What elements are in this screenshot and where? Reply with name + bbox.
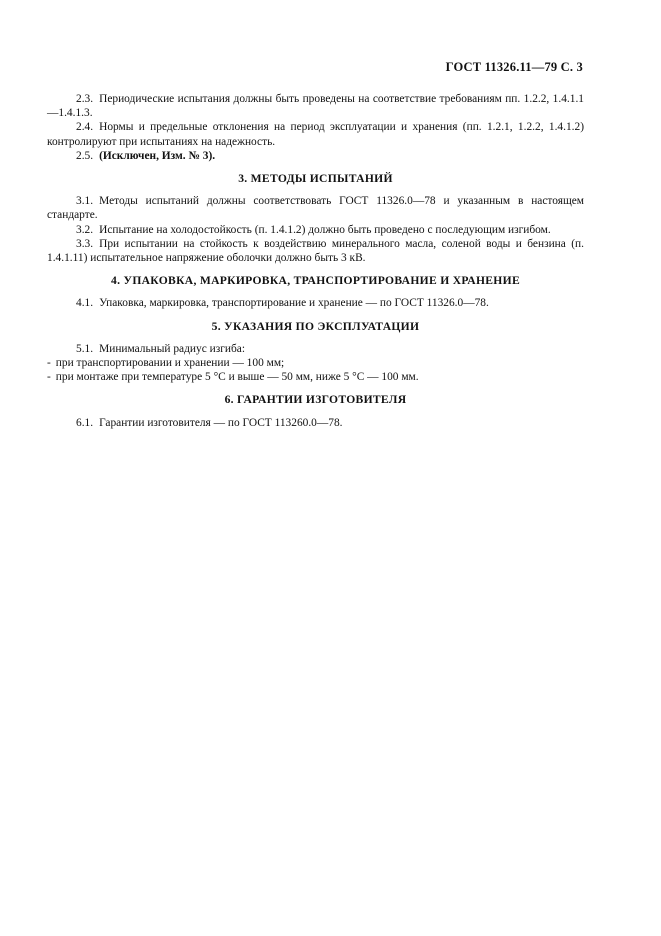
paragraph-6-1 [47,416,584,430]
list-dash: - [47,371,51,384]
section-heading-6: 6. ГАРАНТИИ ИЗГОТОВИТЕЛЯ [224,393,407,407]
paragraph-3-3 [47,237,584,265]
paragraph-4-1 [47,296,584,310]
list-item-text: при монтаже при температуре 5 °С и выше — 50 мм, ниже 5 °С — 100 мм. [55,371,419,384]
paragraph-number: 5.1. [76,342,94,355]
section-heading-4: 4. УПАКОВКА, МАРКИРОВКА, ТРАНСПОРТИРОВАНИЕ И ХРАНЕНИЕ [111,274,520,288]
paragraph-text: Гарантии изготовителя — по ГОСТ 113260.0—78. [99,416,343,429]
paragraph-2-5 [47,149,584,163]
paragraph-number: 2.5. [76,149,94,162]
paragraph-text: (Исключен, Изм. № 3). [99,149,216,162]
paragraph-text: Периодические испытания должны быть проведены на соответствие требованиям пп. 1.2.2, 1.4.1.1—1.4.1.3. [47,93,584,120]
paragraph-number: 4.1. [76,297,94,310]
paragraph-number: 6.1. [76,416,94,429]
paragraph-3-2 [47,223,584,237]
paragraph-3-1 [47,194,584,222]
paragraph-text: Методы испытаний должны соответствовать ГОСТ 11326.0—78 и указанным в настоящем стандарте. [47,195,584,222]
list-item [47,356,584,370]
document-body [47,92,584,430]
section-heading-3: 3. МЕТОДЫ ИСПЫТАНИЙ [238,172,393,186]
paragraph-text: Нормы и предельные отклонения на период эксплуатации и хранения (пп. 1.2.1, 1.2.2, 1.4.1.2) контролируют при испытаниях на надежность. [47,121,584,148]
paragraph-2-4 [47,120,584,148]
paragraph-number: 2.3. [76,93,94,105]
page-header: ГОСТ 11326.11—79 С. 3 [445,60,583,74]
paragraph-number: 3.3. [76,237,94,250]
paragraph-text: Минимальный радиус изгиба: [99,342,245,355]
paragraph-number: 3.2. [76,223,94,236]
paragraph-number: 2.4. [76,121,94,134]
list-dash: - [47,357,51,370]
paragraph-text: Упаковка, маркировка, транспортирование и хранение — по ГОСТ 11326.0—78. [99,297,489,310]
section-heading-5: 5. УКАЗАНИЯ ПО ЭКСПЛУАТАЦИИ [211,319,420,333]
paragraph-text: Испытание на холодостойкость (п. 1.4.1.2) должно быть проведено с последующим изгибом. [99,223,551,236]
paragraph-number: 3.1. [76,195,94,208]
list-item [47,370,584,384]
paragraph-2-3 [47,92,584,120]
paragraph-5-1 [47,342,584,356]
paragraph-text: При испытании на стойкость к воздействию минерального масла, соленой воды и бензина (п. 1.4.1.11) испытательное напряжение оболочки должно быть 3 кВ. [47,237,584,265]
list-item-text: при транспортировании и хранении — 100 мм; [55,357,285,370]
